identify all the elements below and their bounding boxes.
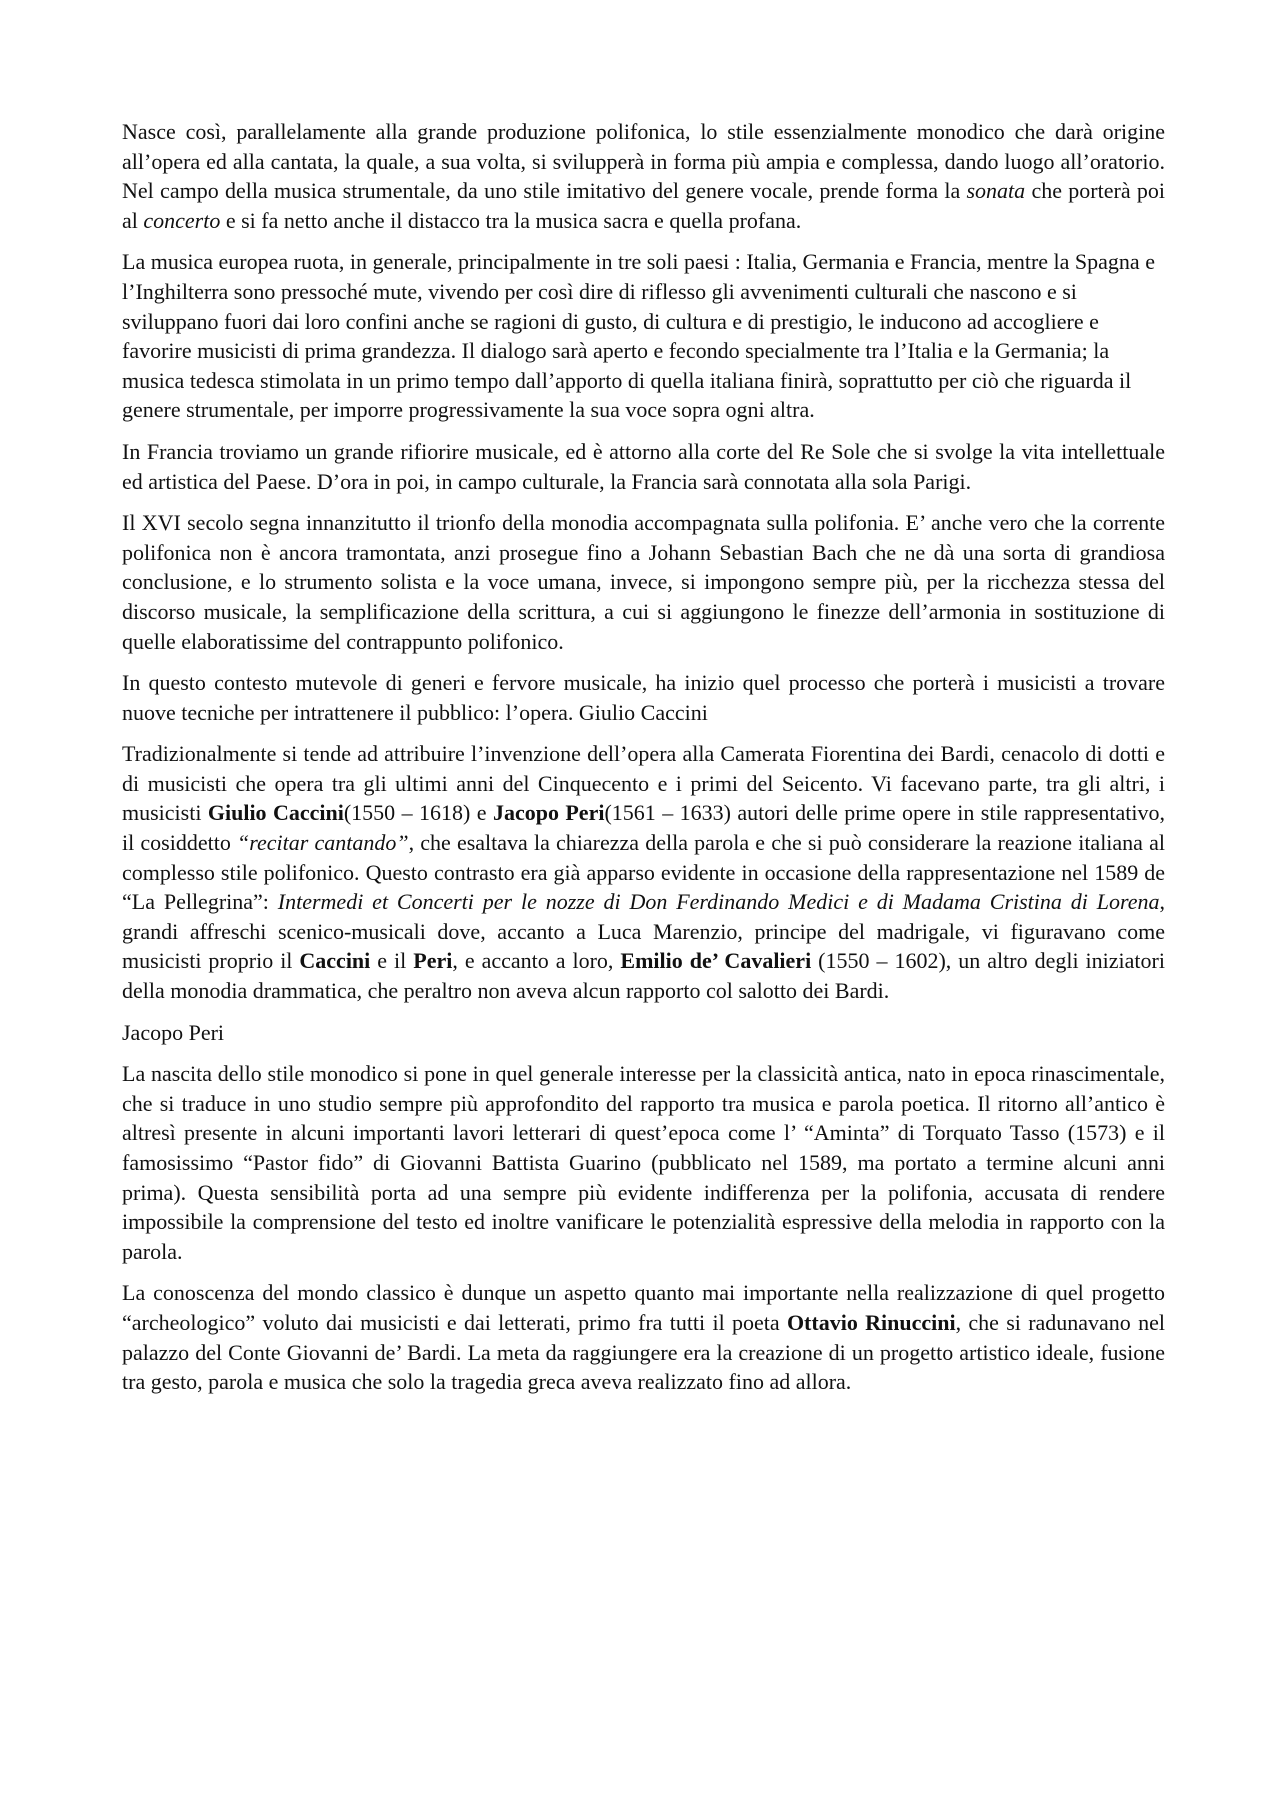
- name-caccini: Caccini: [299, 948, 371, 974]
- paragraph-5: In questo contesto mutevole di generi e fervore musicale, ha inizio quel processo che porterà i musicisti a trovare nuove tecniche per intrattenere il pubblico: l’opera. Giulio Caccini: [122, 670, 1165, 725]
- paragraph-7-heading: Jacopo Peri: [122, 1019, 225, 1045]
- paragraph-6: Tradizionalmente si tende ad attribuire l’invenzione dell’opera alla Camerata Fiorentina dei Bardi, cenacolo di dotti e di musicisti che opera tra gli ultimi anni del Cinquecento e i primi del Seicento. Vi facevano parte, tra gli altri, i musicisti Giulio Caccini(1550 – 1618) e Jacopo Peri(1561 – 1633) autori delle prime opere in stile rappresentativo, il cosiddetto “recitar cantando”, che esaltava la chiarezza della parola e che si può considerare la reazione italiana al complesso stile polifonico. Questo contrasto era già apparso evidente in occasione della rappresentazione nel 1589 de “La Pellegrina”: Intermedi et Concerti per le nozze di Don Ferdinando Medici e di Madama Cristina di Lorena, grandi affreschi scenico-musicali dove, accanto a Luca Marenzio, principe del madrigale, vi figuravano come musicisti proprio il Caccini e il Peri, e accanto a loro, Emilio de’ Cavalieri (1550 – 1602), un altro degli iniziatori della monodia drammatica, che peraltro non aveva alcun rapporto col salotto dei Bardi.: [122, 741, 1165, 1004]
- paragraph-2: La musica europea ruota, in generale, principalmente in tre soli paesi : Italia, Germania e Francia, mentre la Spagna e l’Inghilterra sono pressoché mute, vivendo per così dire di riflesso gli avvenimenti culturali che nascono e si sviluppano fuori dai loro confini anche se ragioni di gusto, di cultura e di prestigio, le inducono ad accogliere e favorire musicisti di prima grandezza. Il dialogo sarà aperto e fecondo specialmente tra l’Italia e la Germania; la musica tedesca stimolata in un primo tempo dall’apporto di quella italiana finirà, soprattutto per ciò che riguarda il genere strumentale, per imporre progressivamente la sua voce sopra ogni altra.: [122, 249, 1155, 423]
- name-giulio-caccini: Giulio Caccini: [207, 800, 344, 826]
- paragraph-8: La nascita dello stile monodico si pone in quel generale interesse per la classicità antica, nato in epoca rinascimentale, che si traduce in uno studio sempre più approfondito del rapporto tra musica e parola poetica. Il ritorno all’antico è altresì presente in alcuni importanti lavori letterari di quest’epoca come l’ “Aminta” di Torquato Tasso (1573) e il famosissimo “Pastor fido” di Giovanni Battista Guarino (pubblicato nel 1589, ma portato a termine alcuni anni prima). Questa sensibilità porta ad una sempre più evidente indifferenza per la polifonia, accusata di rendere impossibile la comprensione del testo ed inoltre vanificare le potenzialità espressive della melodia in rapporto con la parola.: [122, 1061, 1165, 1264]
- name-ottavio-rinuccini: Ottavio Rinuccini: [786, 1309, 956, 1335]
- term-recitar-cantando: “recitar cantando”: [237, 830, 409, 856]
- name-peri: Peri: [413, 948, 453, 974]
- paragraph-4: Il XVI secolo segna innanzitutto il trionfo della monodia accompagnata sulla polifonia. E’ anche vero che la corrente polifonica non è ancora tramontata, anzi prosegue fino a Johann Sebastian Bach che ne dà una sorta di grandiosa conclusione, e lo strumento solista e la voce umana, invece, si impongono sempre più, per la ricchezza stessa del discorso musicale, la semplificazione della scrittura, a cui si aggiungono le finezze dell’armonia in sostituzione di quelle elaboratissime del contrappunto polifonico.: [122, 510, 1165, 654]
- name-jacopo-peri: Jacopo Peri: [492, 800, 605, 826]
- paragraph-3: In Francia troviamo un grande rifiorire musicale, ed è attorno alla corte del Re Sole che si svolge la vita intellettuale ed artistica del Paese. D’ora in poi, in campo culturale, la Francia sarà connotata alla sola Parigi.: [122, 438, 1165, 494]
- term-sonata: sonata: [966, 178, 1026, 204]
- term-concerto: concerto: [143, 207, 221, 233]
- name-emilio-de-cavalieri: Emilio de’ Cavalieri: [620, 948, 812, 974]
- document-page: [122, 117, 1165, 1409]
- title-intermedi: Intermedi et Concerti per le nozze di Don Ferdinando Medici e di Madama Cristina di Lorena: [277, 889, 1160, 915]
- paragraph-1: Nasce così, parallelamente alla grande produzione polifonica, lo stile essenzialmente monodico che darà origine all’opera ed alla cantata, la quale, a sua volta, si svilupperà in forma più ampia e complessa, dando luogo all’oratorio. Nel campo della musica strumentale, da uno stile imitativo del genere vocale, prende forma la sonata che porterà poi al concerto e si fa netto anche il distacco tra la musica sacra e quella profana.: [122, 119, 1165, 233]
- paragraph-9: La conoscenza del mondo classico è dunque un aspetto quanto mai importante nella realizzazione di quel progetto “archeologico” voluto dai musicisti e dai letterati, primo fra tutti il poeta Ottavio Rinuccini, che si radunavano nel palazzo del Conte Giovanni de’ Bardi. La meta da raggiungere era la creazione di un progetto artistico ideale, fusione tra gesto, parola e musica che solo la tragedia greca aveva realizzato fino ad allora.: [122, 1280, 1165, 1395]
